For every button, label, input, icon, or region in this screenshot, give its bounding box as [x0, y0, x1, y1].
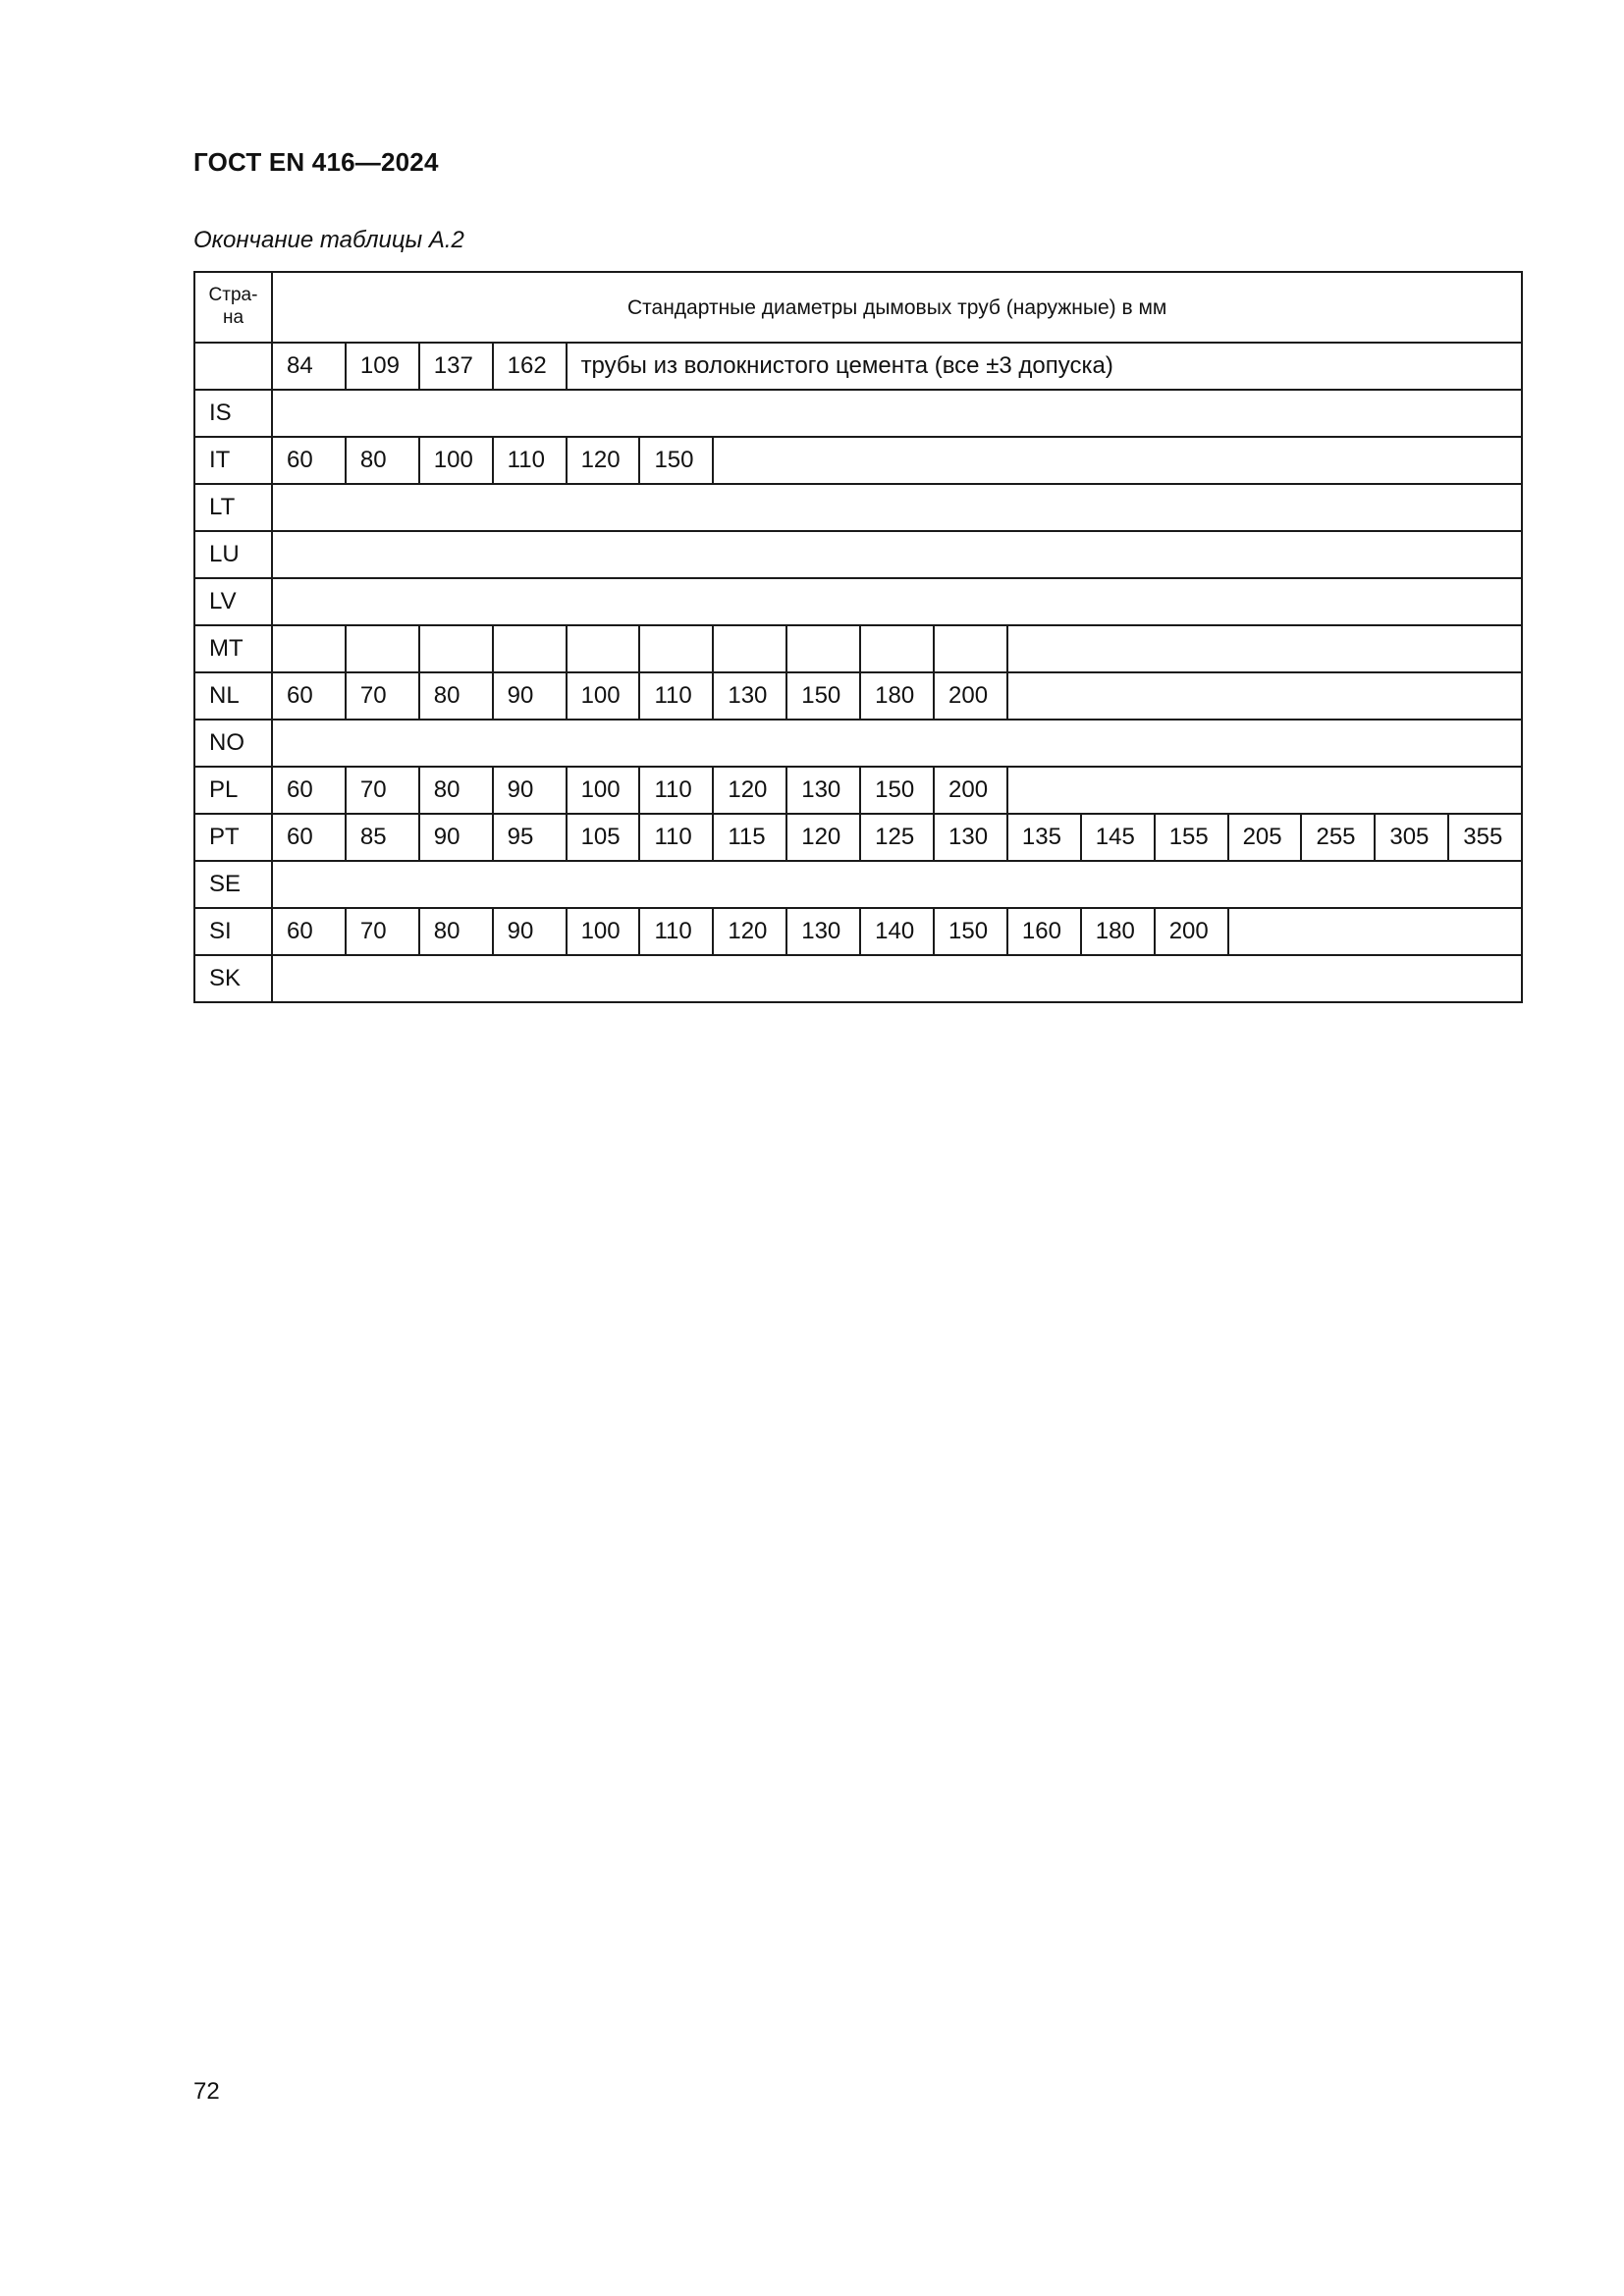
- diameter-cell: 60: [272, 672, 346, 720]
- diameter-cell: 200: [934, 672, 1007, 720]
- diameter-cell: [567, 625, 640, 672]
- diameter-cell: 150: [860, 767, 934, 814]
- diameter-cell: 145: [1081, 814, 1155, 861]
- table-row: [194, 720, 1522, 767]
- country-cell: SE: [194, 861, 272, 908]
- diameter-cell: 140: [860, 908, 934, 955]
- diameter-cell: [346, 625, 419, 672]
- diameter-cell: 205: [1228, 814, 1302, 861]
- diameter-cell: [272, 625, 346, 672]
- country-cell: NO: [194, 720, 272, 767]
- diameter-cell: [639, 625, 713, 672]
- diameter-cell: 60: [272, 908, 346, 955]
- diameter-cell: 110: [493, 437, 567, 484]
- diameter-cell: 355: [1448, 814, 1522, 861]
- diameter-cell: 120: [713, 767, 786, 814]
- diameter-cell: 90: [419, 814, 493, 861]
- diameter-cell: 130: [786, 767, 860, 814]
- empty-cell: [272, 720, 1522, 767]
- table-row: [194, 767, 1522, 814]
- table-row: [194, 578, 1522, 625]
- diameter-cell: 70: [346, 767, 419, 814]
- country-cell: SK: [194, 955, 272, 1002]
- table-row: [194, 672, 1522, 720]
- empty-cell: [1007, 672, 1522, 720]
- table-caption: Окончание таблицы А.2: [193, 227, 464, 253]
- diameter-cell: [419, 625, 493, 672]
- empty-cell: [272, 390, 1522, 437]
- country-cell: NL: [194, 672, 272, 720]
- diameter-cell: 80: [419, 908, 493, 955]
- country-column-header: Стра- на: [194, 272, 272, 343]
- diameter-cell: 80: [346, 437, 419, 484]
- diameter-cell: 150: [639, 437, 713, 484]
- empty-cell: [1007, 625, 1522, 672]
- diameter-cell: [786, 625, 860, 672]
- country-cell: LU: [194, 531, 272, 578]
- table-row: [194, 531, 1522, 578]
- diameter-cell: 305: [1375, 814, 1448, 861]
- diameter-cell: 60: [272, 437, 346, 484]
- diameter-table: [193, 271, 1523, 1003]
- country-cell: IT: [194, 437, 272, 484]
- diameter-cell: 150: [934, 908, 1007, 955]
- table-row: [194, 625, 1522, 672]
- country-cell: IS: [194, 390, 272, 437]
- diameter-cell: 115: [713, 814, 786, 861]
- country-cell: [194, 343, 272, 390]
- country-cell: LT: [194, 484, 272, 531]
- diameter-cell: 100: [567, 908, 640, 955]
- empty-cell: [272, 861, 1522, 908]
- diameter-cell: 90: [493, 908, 567, 955]
- empty-cell: [713, 437, 1522, 484]
- diameter-cell: 137: [419, 343, 493, 390]
- diameter-cell: 84: [272, 343, 346, 390]
- diameter-cell: 130: [786, 908, 860, 955]
- table-row: [194, 437, 1522, 484]
- diameter-cell: 155: [1155, 814, 1228, 861]
- empty-cell: [272, 578, 1522, 625]
- diameter-cell: 200: [1155, 908, 1228, 955]
- diameter-cell: 180: [860, 672, 934, 720]
- diameter-cell: 162: [493, 343, 567, 390]
- table-row: [194, 955, 1522, 1002]
- country-cell: MT: [194, 625, 272, 672]
- diameter-cell: 100: [419, 437, 493, 484]
- table-row: [194, 908, 1522, 955]
- diameter-cell: 130: [713, 672, 786, 720]
- empty-cell: [1228, 908, 1523, 955]
- country-cell: SI: [194, 908, 272, 955]
- diameter-cell: 180: [1081, 908, 1155, 955]
- row-note: трубы из волокнистого цемента (все ±3 допуска): [567, 343, 1523, 390]
- diameter-cell: 100: [567, 767, 640, 814]
- diameter-cell: 109: [346, 343, 419, 390]
- diameter-cell: [934, 625, 1007, 672]
- diameter-cell: 80: [419, 767, 493, 814]
- table-row: [194, 390, 1522, 437]
- diameter-cell: 80: [419, 672, 493, 720]
- diameter-cell: 110: [639, 767, 713, 814]
- diameter-cell: 110: [639, 672, 713, 720]
- diameter-cell: [860, 625, 934, 672]
- country-cell: PL: [194, 767, 272, 814]
- document-header: ГОСТ EN 416—2024: [193, 147, 439, 177]
- table-row: [194, 484, 1522, 531]
- table-row: [194, 343, 1522, 390]
- diameter-cell: 160: [1007, 908, 1081, 955]
- diameter-cell: 150: [786, 672, 860, 720]
- empty-cell: [1007, 767, 1522, 814]
- diameter-cell: 70: [346, 672, 419, 720]
- diameters-column-header: Стандартные диаметры дымовых труб (наружные) в мм: [272, 272, 1522, 343]
- diameter-cell: 70: [346, 908, 419, 955]
- diameter-cell: 120: [786, 814, 860, 861]
- diameter-cell: 105: [567, 814, 640, 861]
- diameter-cell: 100: [567, 672, 640, 720]
- diameter-cell: 125: [860, 814, 934, 861]
- table-row: [194, 861, 1522, 908]
- diameter-cell: 85: [346, 814, 419, 861]
- diameter-cell: 120: [567, 437, 640, 484]
- empty-cell: [272, 955, 1522, 1002]
- diameter-cell: 130: [934, 814, 1007, 861]
- diameter-cell: 60: [272, 814, 346, 861]
- table-header-row: [194, 272, 1522, 343]
- diameter-cell: 135: [1007, 814, 1081, 861]
- diameter-cell: 255: [1301, 814, 1375, 861]
- diameter-cell: 95: [493, 814, 567, 861]
- diameter-cell: 110: [639, 814, 713, 861]
- diameter-cell: [493, 625, 567, 672]
- table-row: [194, 814, 1522, 861]
- diameter-cell: [713, 625, 786, 672]
- diameter-cell: 200: [934, 767, 1007, 814]
- diameter-cell: 110: [639, 908, 713, 955]
- empty-cell: [272, 531, 1522, 578]
- diameter-cell: 60: [272, 767, 346, 814]
- country-cell: PT: [194, 814, 272, 861]
- empty-cell: [272, 484, 1522, 531]
- diameter-cell: 90: [493, 672, 567, 720]
- country-cell: LV: [194, 578, 272, 625]
- diameter-cell: 120: [713, 908, 786, 955]
- diameter-cell: 90: [493, 767, 567, 814]
- page-number: 72: [193, 2078, 220, 2105]
